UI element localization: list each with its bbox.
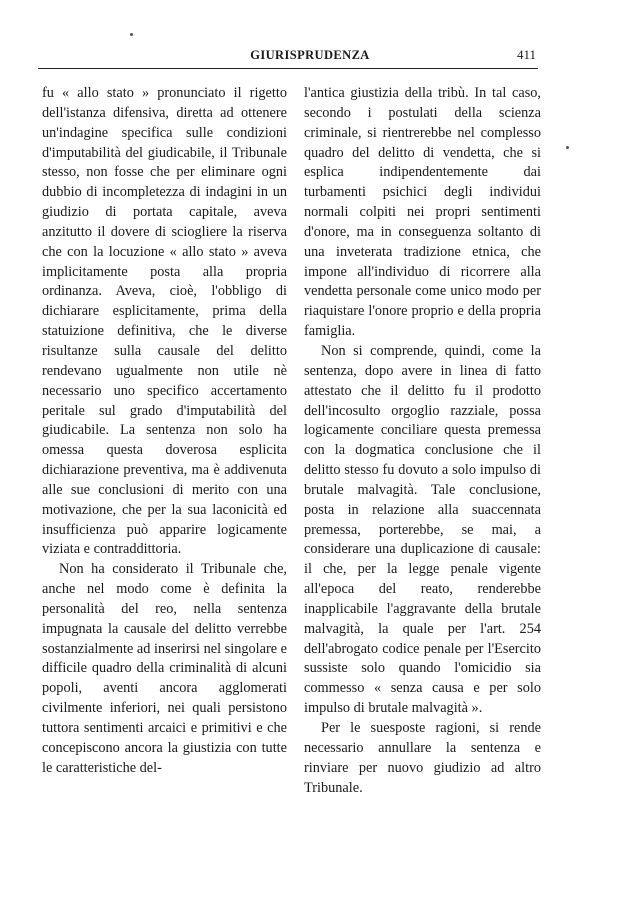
right-column: [304, 84, 541, 798]
left-column: [42, 84, 287, 779]
header-rule: [38, 68, 538, 69]
page-number: 411: [516, 47, 536, 62]
paragraph: Per le suesposte ragioni, si rende necessario annullare la sentenza e rinviare per nuovo giudizio ad altro Tribunale.: [304, 720, 541, 796]
paragraph-continuation: l'antica giustizia della tribù. In tal caso, secondo i postulati della scienza criminale, si rientrerebbe nel complesso quadro del delitto di vendetta, che si esplica indipendentemente dai turbamenti psichici degli individui normali colpiti nei propri sentimenti d'onore, ma in conseguenza soltanto di una inveterata tradizione etnica, che impone all'individuo di ricorrere alla vendetta personale come unico modo per riaquistare l'onore proprio e della propria famiglia.: [304, 85, 541, 340]
running-header-title: GIURISPRUDENZA: [250, 48, 370, 62]
paragraph-continuation: fu « allo stato » pronunciato il rigetto dell'istanza difensiva, diretta ad ottenere un'indagine specifica sulle condizioni d'imputabilità del giudicabile, il Tribunale stesso, non fosse che per eliminare ogni dubbio di incompletezza di indagini in un giudizio di portata capitale, aveva anzitutto il dovere di sciogliere la riserva che con la locuzione « allo stato » aveva implicitamente posta alla propria ordinanza. Aveva, cioè, l'obbligo di dichiarare esplicitamente, prima della statuizione definitiva, che le diverse risultanze sulla causale del delitto rendevano ugualmente non utile nè necessario uno specifico accertamento peritale sul grado d'imputabilità del giudicabile. La sentenza non solo ha omessa questa doverosa esplicita dichiarazione preventiva, ma è addivenuta alle sue conclusioni di merito con una motivazione, che per la sua laconicità ed insufficienza può apparire logicamente viziata e contraddittoria.: [42, 85, 287, 558]
scan-speck: [130, 33, 133, 36]
paragraph: Non ha considerato il Tribunale che, anche nel modo come è definita la personalità del reo, nella sentenza impugnata la causale del delitto verrebbe sostanzialmente ad inserirsi nel singolare e difficile quadro della criminalità di alcuni popoli, aventi ancora agglomerati civilmente inferiori, nei quali persistono tuttora sentimenti arcaici e primitivi e che concepiscono ancora la giustizia con tutte le caratteristiche del-: [42, 561, 287, 776]
scan-speck: [566, 146, 569, 149]
paragraph: Non si comprende, quindi, come la sentenza, dopo avere in linea di fatto attestato che il delitto fu il prodotto dell'incosulto orgoglio razziale, possa logicamente conciliare questa premessa con la dogmatica conclusione che il delitto stesso fu dovuto a solo impulso di brutale malvagità. Tale conclusione, posta in relazione alla suaccennata premessa, porterebbe, se mai, a considerare una duplicazione di causale: il che, per la legge penale vigente all'epoca del reato, renderebbe inapplicabile l'aggravante della brutale malvagità, la quale per l'art. 254 dell'abrogato codice penale per l'Esercito sussiste solo quando l'omicidio sia commesso « senza causa e per solo impulso di brutale malvagità ».: [304, 342, 541, 717]
